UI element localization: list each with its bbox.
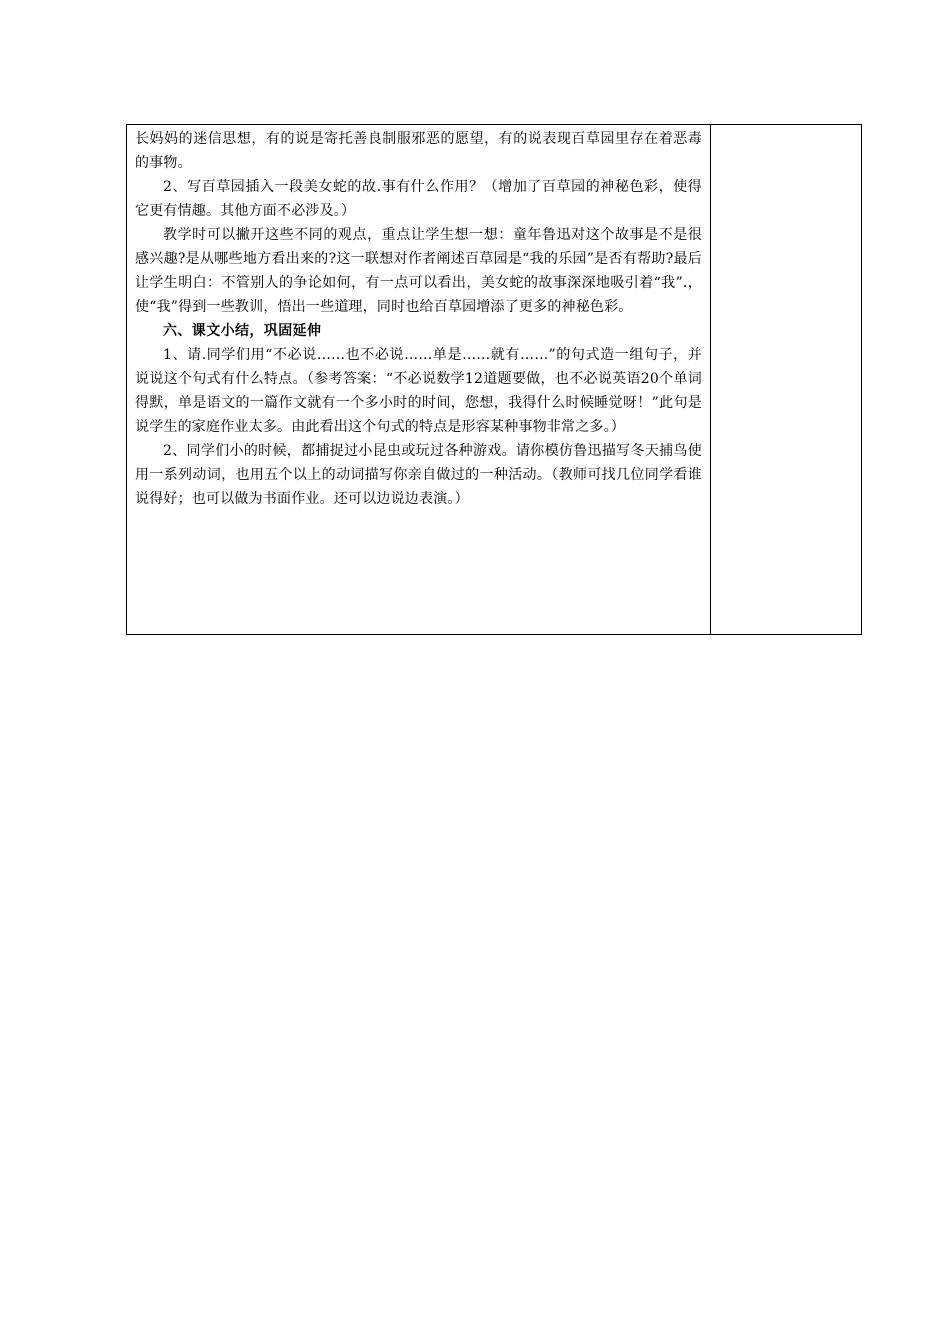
paragraph-continuation: 长妈妈的迷信思想，有的说是寄托善良制服邪恶的愿望，有的说表现百草园里存在着恶毒的事物。: [135, 131, 702, 171]
lesson-table: [126, 124, 862, 635]
notes-cell: [711, 125, 861, 634]
paragraph-teaching-note: 教学时可以撇开这些不同的观点，重点让学生想一想：童年鲁迅对这个故事是不是很感兴趣?是从哪些地方看出来的?这一联想对作者阐述百草园是“我的乐园”是否有帮助?最后让学生明白：不管别人的争论如何，有一点可以看出，美女蛇的故事深深地吸引着“我”.，使“我”得到一些教训，悟出一些道理，同时也给百草园增添了更多的神秘色彩。: [135, 227, 702, 315]
content-cell: [127, 125, 711, 634]
paragraph-exercise-1: 1、请.同学们用“不必说……也不必说……单是……就有……”的句式造一组句子，并说说这个句式有什么特点。（参考答案：“不必说数学12道题要做，也不必说英语20个单词得默，单是语文的一篇作文就有一个多小时的时间，您想，我得什么时候睡觉呀！”此句是说学生的家庭作业太多。由此看出这个句式的特点是形容某种事物非常之多。）: [135, 347, 702, 435]
section-heading-summary: 六、课文小结，巩固延伸: [163, 323, 322, 339]
paragraph-question-2: 2、写百草园插入一段美女蛇的故.事有什么作用？（增加了百草园的神秘色彩，使得它更有情趣。其他方面不必涉及。）: [135, 179, 702, 219]
paragraph-exercise-2: 2、同学们小的时候，都捕捉过小昆虫或玩过各种游戏。请你模仿鲁迅描写冬天捕鸟使用一系列动词，也用五个以上的动词描写你亲自做过的一种活动。（教师可找几位同学看谁说得好；也可以做为书面作业。还可以边说边表演。）: [135, 443, 702, 507]
